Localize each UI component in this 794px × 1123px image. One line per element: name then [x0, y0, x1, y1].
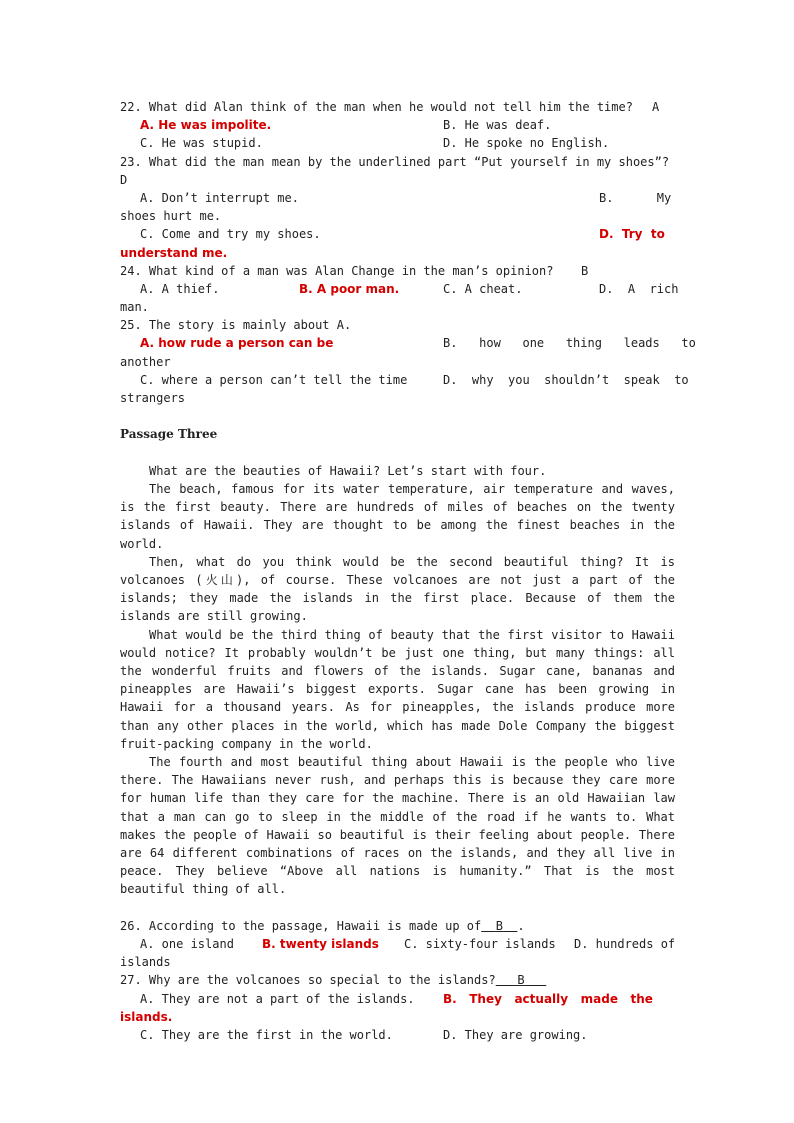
question-26-stem-post: . [517, 918, 525, 933]
question-27-option-b: B. They actually made the [443, 991, 653, 1006]
question-23-answer-row [120, 171, 675, 189]
question-23-option-a: A. Don’t interrupt me. [140, 190, 299, 205]
question-22-options-row1 [120, 116, 675, 134]
passage-paragraph-1: What are the beauties of Hawaii? Let’s start with four. [149, 463, 547, 478]
question-27-options-row3 [120, 1026, 675, 1044]
question-25-option-b: B. how one thing leads to [443, 336, 696, 351]
question-24-options-row2 [120, 298, 675, 316]
question-24-stem-row [120, 262, 675, 280]
question-22-option-d: D. He spoke no English. [443, 136, 610, 151]
question-26-stem [120, 917, 525, 935]
question-25-option-a: A. how rude a person can be [140, 336, 334, 351]
question-27-options-row1 [120, 990, 675, 1008]
question-27-options-row2 [120, 1008, 675, 1026]
passage-heading-row [120, 425, 675, 443]
question-23-stem-row [120, 153, 675, 171]
question-23-options-row4 [120, 244, 675, 262]
question-23-options-row1 [120, 189, 675, 207]
question-25-stem: 25. The story is mainly about A. [120, 318, 352, 333]
passage-paragraph-5: The fourth and most beautiful thing about Hawaii is the people who live there. The Hawaiians never rush, and perhaps this is because they care more for human life than they care for the machine. There is an old Hawaiian law that a man can go to sleep in the middle of the road if he wants to. What makes the people of Hawaii so beautiful is their feeling about people. There are 64 different combinations of races on the islands, and they all live in peace. They believe “Above all nations is humanity.” That is the most beautiful thing of all. [120, 755, 675, 897]
question-22-answer: A [652, 100, 660, 114]
question-26-stem-row [120, 917, 675, 935]
question-26-option-a: A. one island [140, 937, 234, 951]
question-23-options-row3 [120, 225, 675, 243]
question-22-options-row2 [120, 134, 675, 152]
question-26-option-b: B. twenty islands [262, 937, 379, 951]
question-25-option-d: D. why you shouldn’t speak to [443, 372, 689, 387]
document-page [120, 98, 696, 1044]
question-27-option-b-cont: islands. [120, 1009, 173, 1024]
question-22-option-a: A. He was impolite. [140, 118, 272, 133]
question-24-option-d-cont: man. [120, 300, 149, 315]
question-27-stem-row [120, 971, 675, 989]
question-23-answer: D [120, 172, 128, 187]
question-24-options-row1 [120, 280, 679, 298]
question-25-options-row4 [120, 389, 675, 407]
question-24-option-a: A. A thief. [140, 281, 220, 296]
question-23-options-row2 [120, 207, 675, 225]
question-27-option-a: A. They are not a part of the islands. [140, 991, 415, 1006]
question-22-option-b: B. He was deaf. [443, 118, 552, 133]
question-22-stem: 22. What did Alan think of the man when he would not tell him the time? [120, 100, 633, 114]
question-26-stem-pre: 26. According to the passage, Hawaii is made up of [120, 918, 482, 933]
question-22-option-c: C. He was stupid. [140, 136, 263, 151]
question-25-options-row2 [120, 353, 675, 371]
question-25-option-d-cont: strangers [120, 391, 186, 405]
question-26-answer: B [495, 918, 503, 933]
passage-paragraph-4: What would be the third thing of beauty that the first visitor to Hawaii would notice? It probably wouldn’t be just one thing, but many things: all the wonderful fruits and flowers of the islands. Sugar cane, bananas and pineapples are Hawaii’s biggest exports. Sugar cane has been growing in Hawaii for a thousand years. As for pineapples, the islands produce more than any other places in the world, which has made Dole Company the biggest fruit-packing company in the world. [120, 627, 675, 751]
question-24-stem: 24. What kind of a man was Alan Change in the man’s opinion? [120, 263, 554, 278]
passage-paragraph-2: The beach, famous for its water temperature, air temperature and waves, is the first beauty. There are hundreds of miles of beaches on the twenty islands of Hawaii. They are thought to be among the finest beaches in the world. [120, 481, 675, 551]
question-25-option-b-cont: another [120, 354, 171, 369]
question-27-answer-blank [496, 973, 547, 987]
question-26-option-d-cont: islands [120, 955, 171, 970]
question-25-options-row3 [120, 371, 689, 389]
question-27-stem [120, 971, 546, 989]
question-23-option-b-cont: shoes hurt me. [120, 209, 222, 224]
question-27-option-d: D. They are growing. [443, 1027, 588, 1042]
question-26-option-c: C. sixty-four islands [404, 937, 556, 951]
question-27-answer: B [517, 973, 525, 988]
question-23-option-d-cont: understand me. [120, 245, 228, 260]
passage-paragraph-3: Then, what do you think would be the second beautiful thing? It is volcanoes (火山), of course. These volcanoes are not just a part of the islands; they made the islands in the first place. Because of them the islands are still growing. [120, 554, 675, 624]
question-23-option-d: D. Try to [599, 227, 665, 242]
question-25-options-row1 [120, 334, 696, 352]
question-24-option-d: D. A rich [599, 281, 679, 296]
question-24-answer: B [581, 263, 589, 278]
passage-heading: Passage Three [120, 427, 218, 442]
question-23-option-c: C. Come and try my shoes. [140, 227, 321, 242]
question-26-options-row1 [120, 935, 675, 953]
question-27-option-c: C. They are the first in the world. [140, 1027, 393, 1042]
question-26-answer-blank [481, 919, 517, 933]
question-23-option-b: B. My [599, 190, 672, 205]
question-22-stem-row [120, 98, 675, 116]
question-25-stem-row [120, 316, 675, 334]
question-24-option-c: C. A cheat. [443, 281, 523, 296]
question-23-stem: 23. What did the man mean by the underlined part “Put yourself in my shoes”? [120, 154, 670, 169]
question-26-options-row2 [120, 953, 675, 971]
question-27-stem-pre: 27. Why are the volcanoes so special to the islands? [120, 973, 496, 988]
question-25-option-c: C. where a person can’t tell the time [140, 372, 408, 387]
question-26-option-d: D. hundreds of [574, 937, 676, 951]
question-24-option-b: B. A poor man. [299, 281, 400, 296]
